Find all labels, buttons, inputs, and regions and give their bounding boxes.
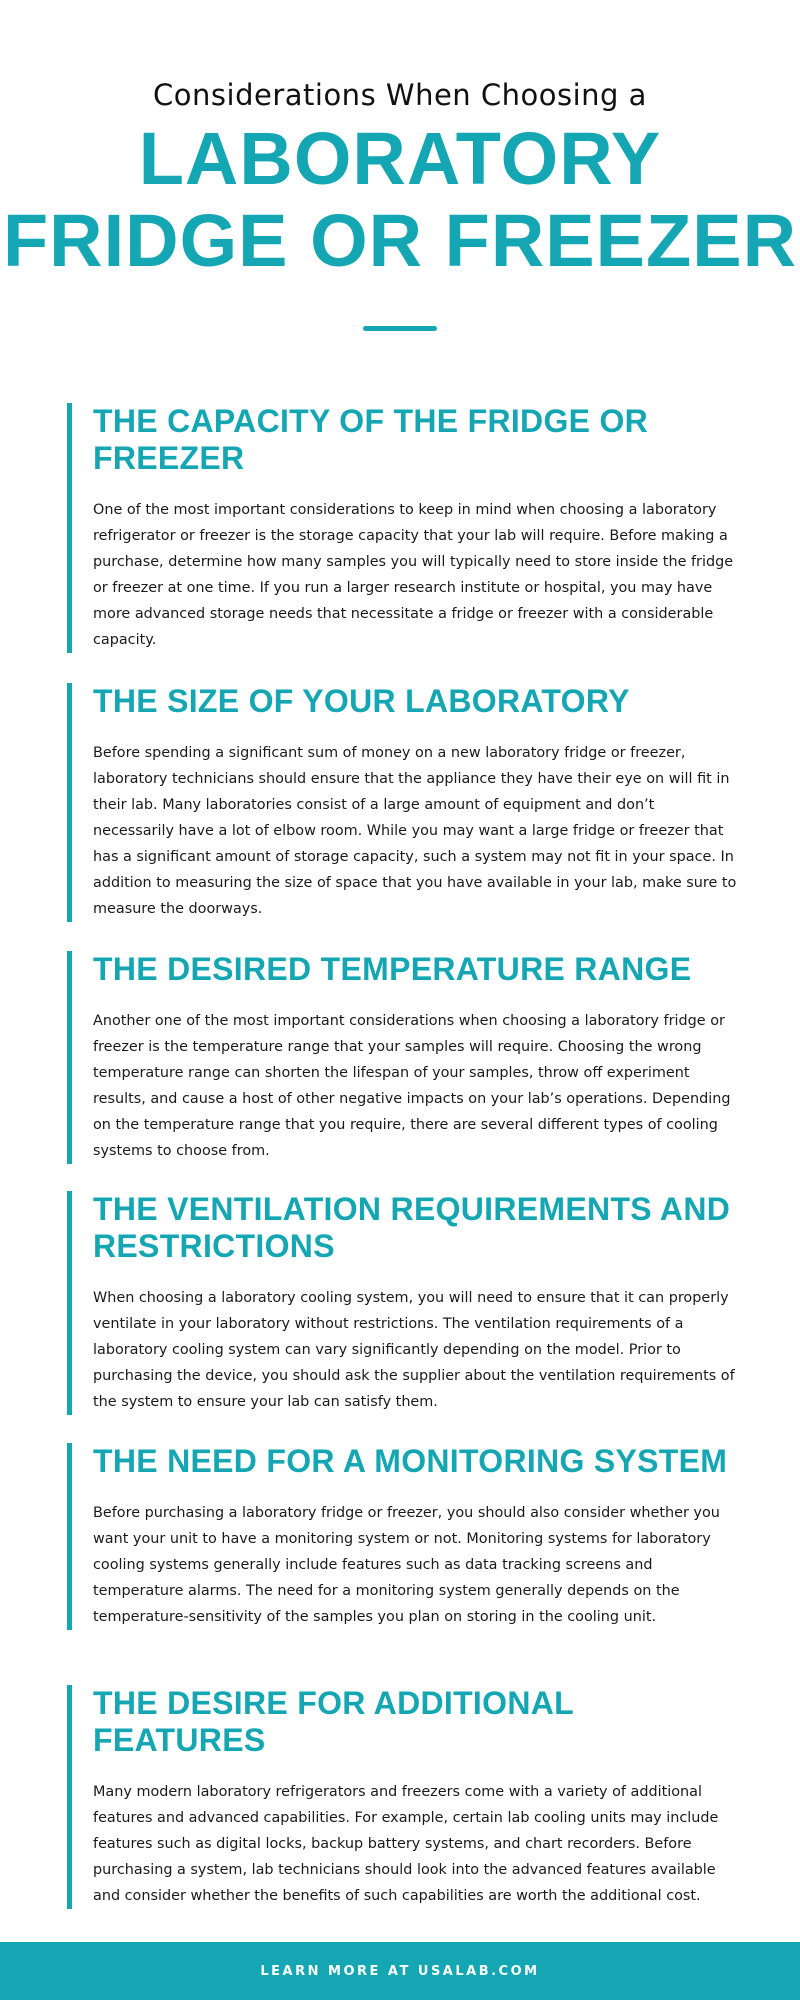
- section-body: Before spending a significant sum of money on a new laboratory fridge or freezer, laboratory technicians should ensure that the appliance they have their eye on will fit in their lab. Many laboratories consist of a large amount of equipment and don’t necessarily have a lot of elbow room. While you may want a large fridge or freezer that has a significant amount of storage capacity, such a system may not fit in your space. In addition to measuring the size of space that you have available in your lab, make sure to measure the doorways.: [93, 745, 737, 917]
- section-capacity: [67, 403, 737, 653]
- section-heading: THE SIZE OF YOUR LABORATORY: [93, 683, 630, 719]
- section-body: When choosing a laboratory cooling system, you will need to ensure that it can properly ventilate in your laboratory without restrictions. The ventilation requirements of a laboratory cooling system can vary significantly depending on the model. Prior to purchasing the device, you should ask the supplier about the ventilation requirements of the system to ensure your lab can satisfy them.: [93, 1290, 735, 1410]
- footer-banner: [0, 1942, 800, 2000]
- footer-cta-link[interactable]: LEARN MORE AT USALAB.COM: [260, 1963, 540, 1979]
- page-title: [0, 118, 800, 282]
- section-monitoring: [67, 1443, 737, 1630]
- header: [0, 78, 800, 282]
- section-temperature-range: [67, 951, 737, 1164]
- section-heading: THE DESIRE FOR ADDITIONAL FEATURES: [93, 1685, 574, 1758]
- section-heading: THE VENTILATION REQUIREMENTS AND RESTRICTIONS: [93, 1191, 731, 1264]
- page-title-line-1: LABORATORY: [138, 117, 662, 200]
- section-lab-size: [67, 683, 737, 922]
- page-title-line-2: FRIDGE OR FREEZER: [2, 199, 798, 282]
- section-heading: THE NEED FOR A MONITORING SYSTEM: [93, 1443, 728, 1479]
- section-heading: THE CAPACITY OF THE FRIDGE OR FREEZER: [93, 403, 649, 476]
- page-subtitle: Considerations When Choosing a: [153, 78, 647, 112]
- section-additional-features: [67, 1685, 737, 1909]
- section-body: Another one of the most important considerations when choosing a laboratory fridge or freezer is the temperature range that your samples will require. Choosing the wrong temperature range can shorten the lifespan of your samples, throw off experiment results, and cause a host of other negative impacts on your lab’s operations. Depending on the temperature range that you require, there are several different types of cooling systems to choose from.: [93, 1013, 731, 1159]
- section-heading: THE DESIRED TEMPERATURE RANGE: [93, 951, 692, 987]
- section-body: One of the most important considerations to keep in mind when choosing a laboratory refrigerator or freezer is the storage capacity that your lab will require. Before making a purchase, determine how many samples you will typically need to store inside the fridge or freezer at one time. If you run a larger research institute or hospital, you may have more advanced storage needs that necessitate a fridge or freezer with a considerable capacity.: [93, 502, 734, 648]
- section-ventilation: [67, 1191, 737, 1415]
- title-divider: [363, 326, 437, 331]
- section-body: Before purchasing a laboratory fridge or freezer, you should also consider whether you want your unit to have a monitoring system or not. Monitoring systems for laboratory cooling systems generally include features such as data tracking screens and temperature alarms. The need for a monitoring system generally depends on the temperature-sensitivity of the samples you plan on storing in the cooling unit.: [93, 1505, 720, 1625]
- section-body: Many modern laboratory refrigerators and freezers come with a variety of additional features and advanced capabilities. For example, certain lab cooling units may include features such as digital locks, backup battery systems, and chart recorders. Before purchasing a system, lab technicians should look into the advanced features available and consider whether the benefits of such capabilities are worth the additional cost.: [93, 1784, 719, 1904]
